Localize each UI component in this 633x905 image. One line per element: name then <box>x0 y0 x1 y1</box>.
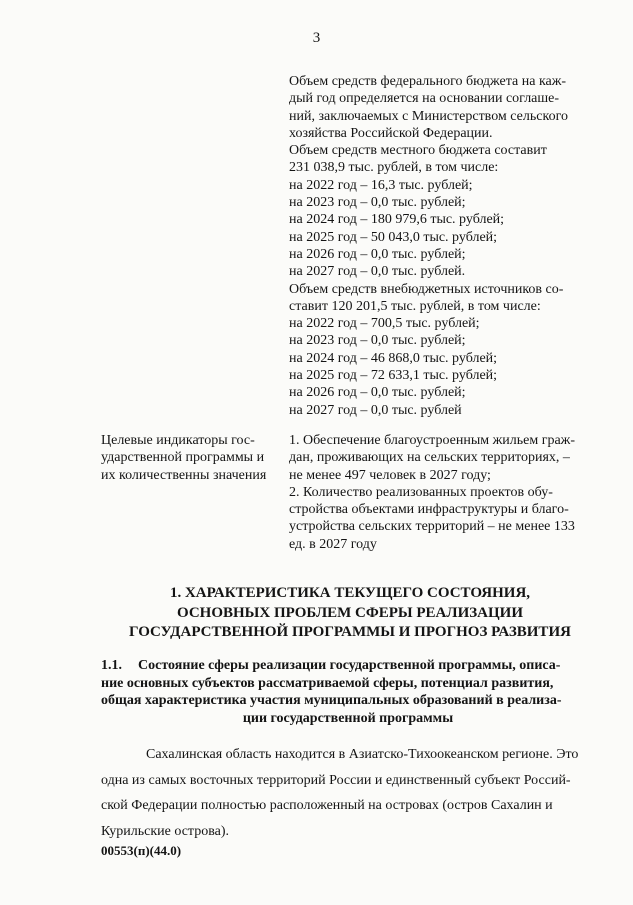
text-line: Целевые индикаторы гос- <box>101 433 255 448</box>
text-line: ставит 120 201,5 тыс. рублей, в том числе: <box>289 298 541 314</box>
document-code: 00553(п)(44.0) <box>101 843 182 858</box>
text-line: на 2022 год – 16,3 тыс. рублей; <box>289 177 473 193</box>
indicators-values <box>289 432 595 553</box>
title-line: общая характеристика участия муниципальных образований в реализа- <box>101 693 562 708</box>
text-line: на 2024 год – 46 868,0 тыс. рублей; <box>289 350 498 366</box>
text-line: на 2023 год – 0,0 тыс. рублей; <box>289 333 466 349</box>
section-title <box>90 584 610 643</box>
text-line: на 2026 год – 0,0 тыс. рублей; <box>289 385 466 401</box>
text-line: одна из самых восточных территорий России и единственный субъект Россий- <box>101 772 571 788</box>
title-line: ции государственной программы <box>242 710 454 726</box>
body-paragraph <box>101 742 595 844</box>
text-line: Курильские острова). <box>101 823 230 839</box>
text-span: Сахалинская область находится в Азиатско-Тихоокеанском регионе. Это <box>146 747 579 762</box>
text-line: стройства объектами инфраструктуры и благо- <box>289 502 569 518</box>
text-line: на 2024 год – 180 979,6 тыс. рублей; <box>289 212 505 228</box>
text-line: на 2027 год – 0,0 тыс. рублей. <box>289 264 466 280</box>
title-line: ние основных субъектов рассматриваемой сферы, потенциал развития, <box>101 675 554 691</box>
text-line: 231 038,9 тыс. рублей, в том числе: <box>289 160 499 176</box>
text-line: дан, проживающих на сельских территориях, – <box>289 450 570 466</box>
text-line: 2. Количество реализованных проектов обу- <box>289 484 553 500</box>
text-line: ской Федерации полностью расположенный на островах (остров Сахалин и <box>101 798 553 813</box>
text-line: 1. Обеспечение благоустроенным жильем граж- <box>289 433 576 448</box>
title-text: Состояние сферы реализации государственной программы, описа- <box>138 658 561 673</box>
text-line: на 2026 год – 0,0 тыс. рублей; <box>289 246 466 262</box>
title-line: 1. ХАРАКТЕРИСТИКА ТЕКУЩЕГО СОСТОЯНИЯ, <box>169 585 531 601</box>
text-line: на 2023 год – 0,0 тыс. рублей; <box>289 195 466 211</box>
federal-budget-text <box>289 73 595 419</box>
text-line: Объем средств федерального бюджета на каж- <box>289 74 567 89</box>
text-line: не менее 497 человек в 2027 году; <box>289 467 491 483</box>
text-line: их количественны значения <box>101 467 267 483</box>
text-line: на 2025 год – 50 043,0 тыс. рублей; <box>289 229 498 245</box>
text-line: Объем средств внебюджетных источников со- <box>289 281 564 297</box>
text-line: дый год определяется на основании соглаше- <box>289 91 560 107</box>
text-line: ударственной программы и <box>101 450 265 466</box>
text-line: ний, заключаемых с Министерством сельского <box>289 108 568 124</box>
subsection-title <box>101 657 595 727</box>
title-line: ОСНОВНЫХ ПРОБЛЕМ СФЕРЫ РЕАЛИЗАЦИИ <box>176 604 523 621</box>
title-line: ГОСУДАРСТВЕННОЙ ПРОГРАММЫ И ПРОГНОЗ РАЗВИТИЯ <box>129 624 571 640</box>
text-line: на 2025 год – 72 633,1 тыс. рублей; <box>289 368 498 384</box>
subsection-number: 1.1. <box>101 658 122 673</box>
text-line <box>101 742 595 768</box>
text-line: на 2027 год – 0,0 тыс. рублей <box>289 402 462 418</box>
text-line: Объем средств местного бюджета составит <box>289 143 547 159</box>
page-number: 3 <box>312 30 321 46</box>
text-line: хозяйства Российской Федерации. <box>289 125 493 141</box>
indicators-label <box>101 432 281 484</box>
title-line <box>101 657 595 675</box>
text-line: ед. в 2027 году <box>289 536 377 552</box>
text-line: устройства сельских территорий – не менее 133 <box>289 519 575 535</box>
text-line: на 2022 год – 700,5 тыс. рублей; <box>289 316 480 332</box>
